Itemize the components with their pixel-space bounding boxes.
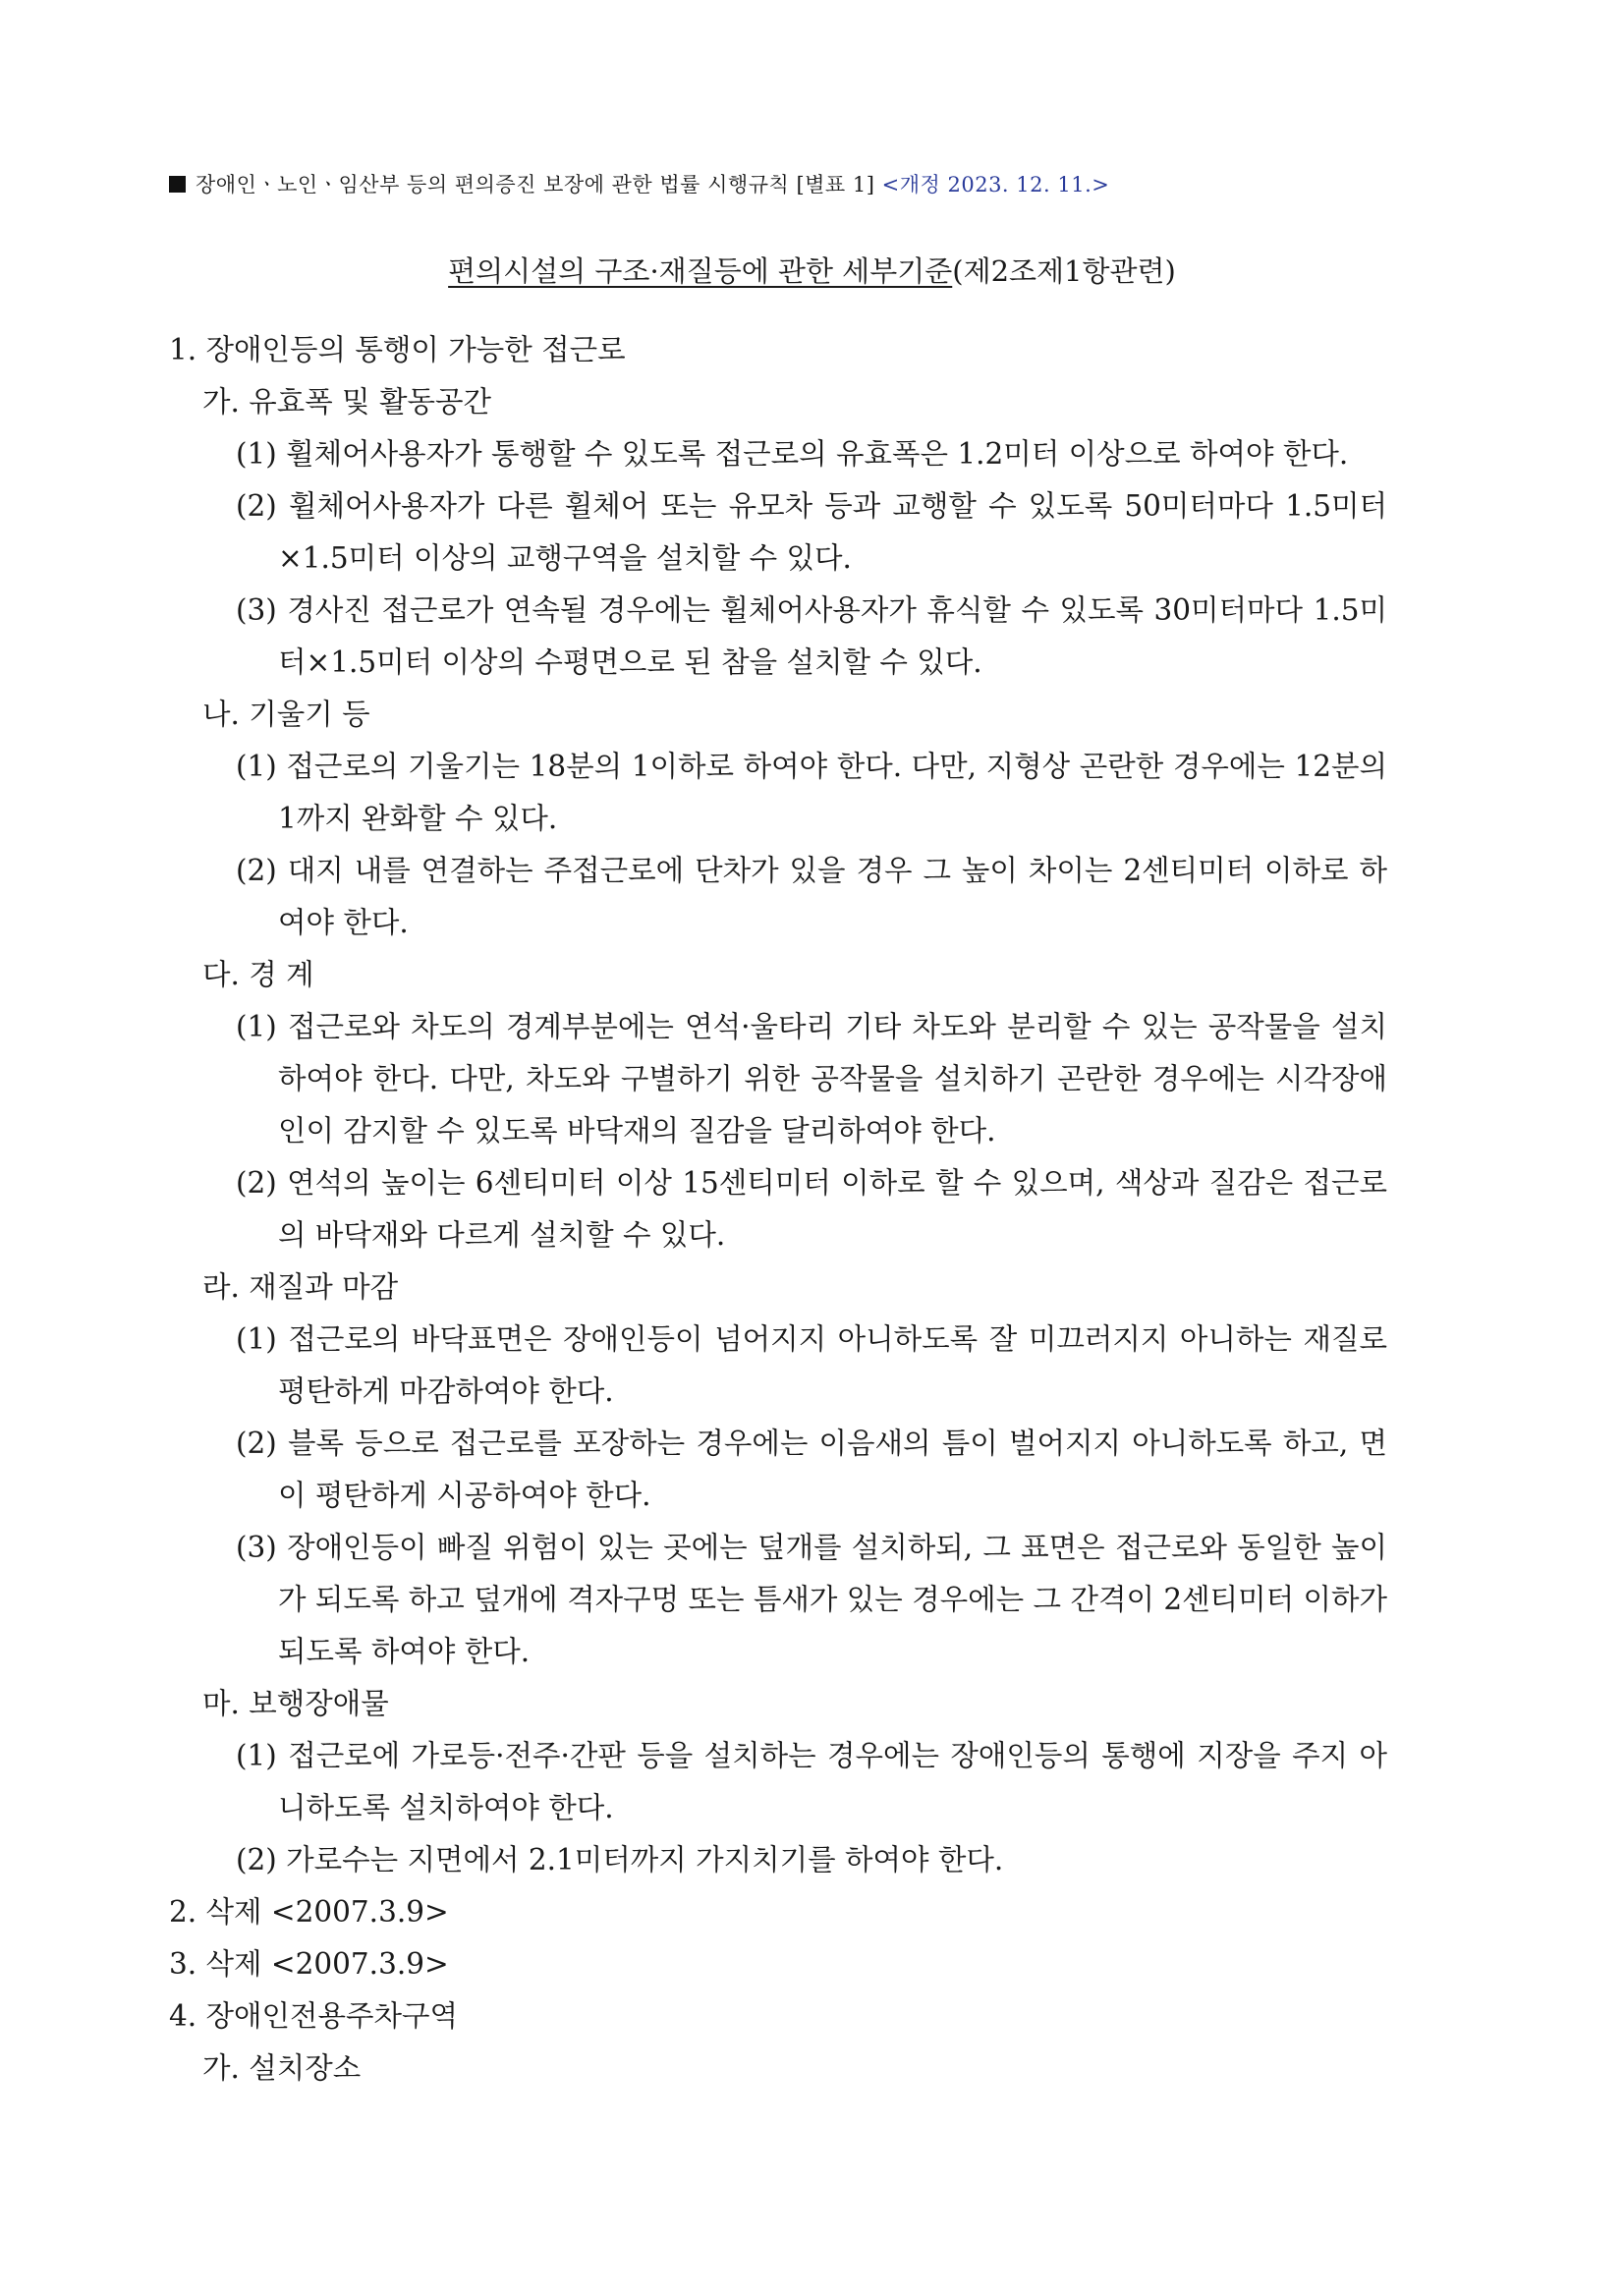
item-1-da-2: (2) 연석의 높이는 6센티미터 이상 15센티미터 이하로 할 수 있으며, 색상과 질감은 접근로의 바닥재와 다르게 설치할 수 있다. bbox=[236, 1166, 1387, 1252]
black-square-icon bbox=[169, 176, 186, 193]
subsection-4-ga-heading: 가. 설치장소 bbox=[202, 2051, 362, 2085]
item-1-ga-1: (1) 휠체어사용자가 통행할 수 있도록 접근로의 유효폭은 1.2미터 이상으로 하여야 한다. bbox=[236, 437, 1349, 471]
section-4-heading: 4. 장애인전용주차구역 bbox=[169, 1999, 458, 2033]
item-1-na-2: (2) 대지 내를 연결하는 주접근로에 단차가 있을 경우 그 높이 차이는 2센티미터 이하로 하여야 한다. bbox=[236, 854, 1387, 939]
section-2-heading: 2. 삭제 <2007.3.9> bbox=[169, 1895, 449, 1929]
item-1-ga-2: (2) 휠체어사용자가 다른 휠체어 또는 유모차 등과 교행할 수 있도록 50미터마다 1.5미터×1.5미터 이상의 교행구역을 설치할 수 있다. bbox=[236, 489, 1387, 575]
amendment-link[interactable]: <개정 2023. 12. 11.> bbox=[881, 173, 1110, 196]
title-main: 편의시설의 구조·재질등에 관한 세부기준 bbox=[448, 254, 953, 288]
section-3-heading: 3. 삭제 <2007.3.9> bbox=[169, 1947, 449, 1981]
title-reference: (제2조제1항관련) bbox=[952, 254, 1176, 288]
section-1-heading: 1. 장애인등의 통행이 가능한 접근로 bbox=[169, 333, 626, 366]
document-title bbox=[0, 250, 1624, 290]
subsection-1-ra-heading: 라. 재질과 마감 bbox=[202, 1270, 399, 1304]
item-1-na-1: (1) 접근로의 기울기는 18분의 1이하로 하여야 한다. 다만, 지형상 곤란한 경우에는 12분의 1까지 완화할 수 있다. bbox=[236, 750, 1387, 835]
subsection-1-ga-heading: 가. 유효폭 및 활동공간 bbox=[202, 385, 491, 419]
item-1-ra-2: (2) 블록 등으로 접근로를 포장하는 경우에는 이음새의 틈이 벌어지지 아니하도록 하고, 면이 평탄하게 시공하여야 한다. bbox=[236, 1427, 1387, 1512]
subsection-1-na-heading: 나. 기울기 등 bbox=[202, 698, 370, 731]
item-1-ma-2: (2) 가로수는 지면에서 2.1미터까지 가지치기를 하여야 한다. bbox=[236, 1843, 1004, 1876]
subsection-1-ma-heading: 마. 보행장애물 bbox=[202, 1687, 389, 1720]
item-1-ma-1: (1) 접근로에 가로등·전주·간판 등을 설치하는 경우에는 장애인등의 통행에 지장을 주지 아니하도록 설치하여야 한다. bbox=[236, 1739, 1387, 1824]
document-body bbox=[169, 324, 1387, 2095]
subsection-1-da-heading: 다. 경 계 bbox=[202, 958, 314, 991]
item-1-ga-3: (3) 경사진 접근로가 연속될 경우에는 휠체어사용자가 휴식할 수 있도록 30미터마다 1.5미터×1.5미터 이상의 수평면으로 된 참을 설치할 수 있다. bbox=[236, 593, 1387, 679]
law-name: 장애인ㆍ노인ㆍ임산부 등의 편의증진 보장에 관한 법률 시행규칙 [별표 1] bbox=[196, 173, 875, 196]
item-1-ra-3: (3) 장애인등이 빠질 위험이 있는 곳에는 덮개를 설치하되, 그 표면은 접근로와 동일한 높이가 되도록 하고 덮개에 격자구멍 또는 틈새가 있는 경우에는 그 간격이 2센티미터 이하가 되도록 하여야 한다. bbox=[236, 1531, 1387, 1668]
item-1-da-1: (1) 접근로와 차도의 경계부분에는 연석·울타리 기타 차도와 분리할 수 있는 공작물을 설치하여야 한다. 다만, 차도와 구별하기 위한 공작물을 설치하기 곤란한 경우에는 시각장애인이 감지할 수 있도록 바닥재의 질감을 달리하여야 한다. bbox=[236, 1010, 1387, 1148]
law-header bbox=[169, 169, 1466, 198]
item-1-ra-1: (1) 접근로의 바닥표면은 장애인등이 넘어지지 아니하도록 잘 미끄러지지 아니하는 재질로 평탄하게 마감하여야 한다. bbox=[236, 1322, 1387, 1408]
